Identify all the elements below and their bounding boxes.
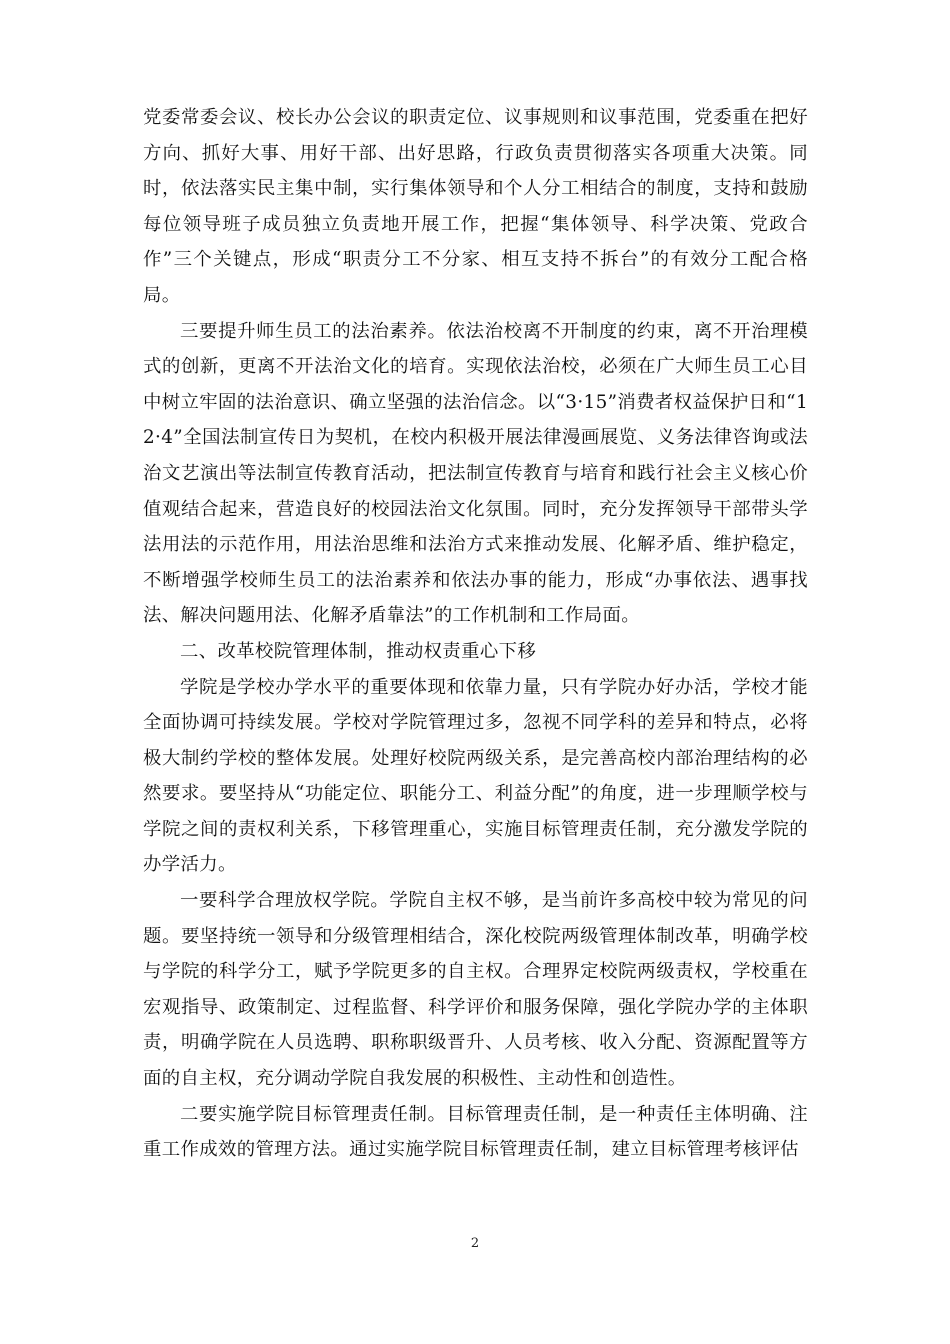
paragraph-5: 二要实施学院目标管理责任制。目标管理责任制，是一种责任主体明确、注重工作成效的管理方法。通过实施学院目标管理责任制，建立目标管理考核评估 (143, 1103, 808, 1161)
document-body (143, 100, 808, 1168)
paragraph-2: 三要提升师生员工的法治素养。依法治校离不开制度的约束，离不开治理模式的创新，更离不开法治文化的培育。实现依法治校，必须在广大师生员工心目中树立牢固的法治意识、确立坚强的法治信念。以“3·15”消费者权益保护日和“12·4”全国法制宣传日为契机，在校内积极开展法律漫画展览、义务法律咨询或法治文艺演出等法制宣传教育活动，把法制宣传教育与培育和践行社会主义核心价值观结合起来，营造良好的校园法治文化氛围。同时，充分发挥领导干部带头学法用法的示范作用，用法治思维和法治方式来推动发展、化解矛盾、维护稳定，不断增强学校师生员工的法治素养和依法办事的能力，形成“办事依法、遇事找法、解决问题用法、化解矛盾靠法”的工作机制和工作局面。 (143, 320, 808, 627)
page-number: 2 (470, 1236, 480, 1251)
section-heading: 二、改革校院管理体制，推动权责重心下移 (180, 640, 537, 662)
paragraph-3: 学院是学校办学水平的重要体现和依靠力量，只有学院办好办活，学校才能全面协调可持续发展。学校对学院管理过多，忽视不同学科的差异和特点，必将极大制约学校的整体发展。处理好校院两级关系，是完善高校内部治理结构的必然要求。要坚持从“功能定位、职能分工、利益分配”的角度，进一步理顺学校与学院之间的责权利关系，下移管理重心，实施目标管理责任制，充分激发学院的办学活力。 (143, 676, 808, 876)
paragraph-1: 党委常委会议、校长办公会议的职责定位、议事规则和议事范围，党委重在把好方向、抓好大事、用好干部、出好思路，行政负责贯彻落实各项重大决策。同时，依法落实民主集中制，实行集体领导和个人分工相结合的制度，支持和鼓励每位领导班子成员独立负责地开展工作，把握“集体领导、科学决策、党政合作”三个关键点，形成“职责分工不分家、相互支持不拆台”的有效分工配合格局。 (143, 107, 808, 306)
paragraph-4: 一要科学合理放权学院。学院自主权不够，是当前许多高校中较为常见的问题。要坚持统一领导和分级管理相结合，深化校院两级管理体制改革，明确学校与学院的科学分工，赋予学院更多的自主权。合理界定校院两级责权，学校重在宏观指导、政策制定、过程监督、科学评价和服务保障，强化学院办学的主体职责，明确学院在人员选聘、职称职级晋升、人员考核、收入分配、资源配置等方面的自主权，充分调动学院自我发展的积极性、主动性和创造性。 (143, 890, 808, 1090)
